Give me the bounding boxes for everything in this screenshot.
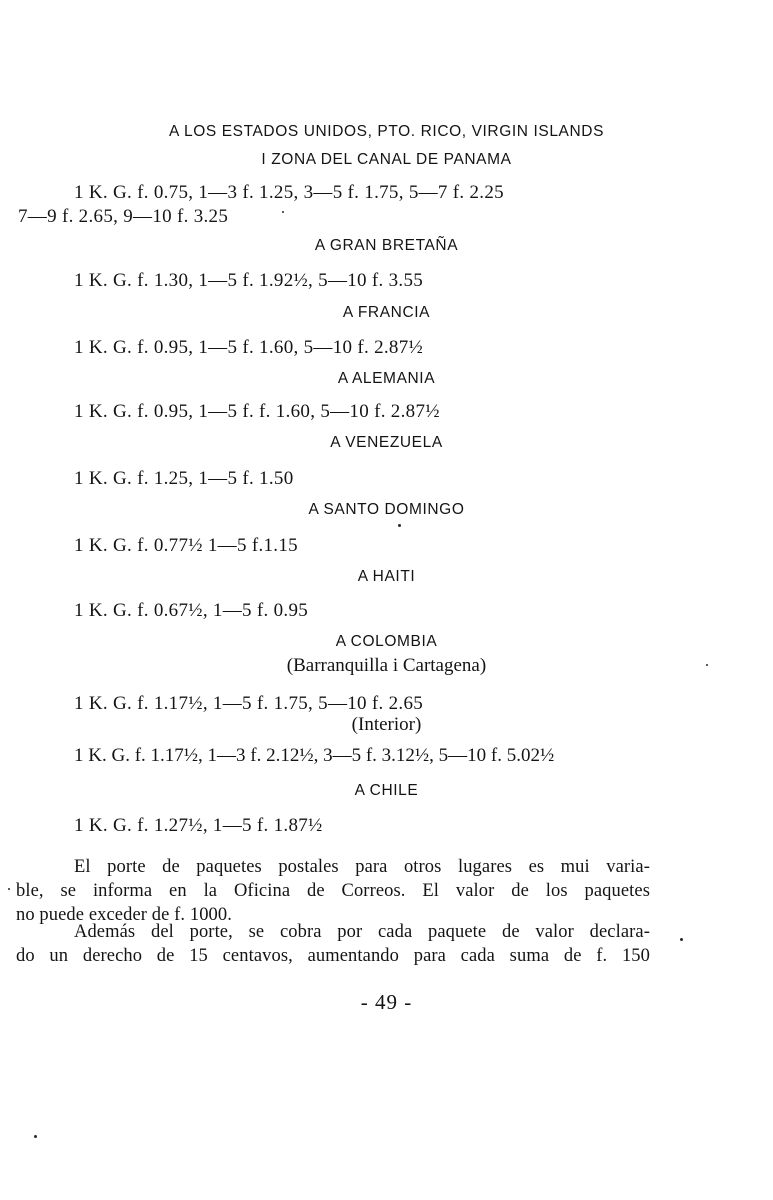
rate-gran-bretana: 1 K. G. f. 1.30, 1—5 f. 1.92½, 5—10 f. 3.55 (74, 270, 424, 291)
heading-haiti: A HAITI (357, 568, 416, 585)
subheading-interior: (Interior) (351, 714, 422, 735)
heading-usa-line1: A LOS ESTADOS UNIDOS, PTO. RICO, VIRGIN ISLANDS (168, 123, 605, 140)
paragraph-1-line3: no puede exceder de f. 1000. (16, 905, 232, 925)
heading-chile: A CHILE (354, 782, 419, 799)
rate-santo-domingo: 1 K. G. f. 0.77½ 1—5 f.1.15 (74, 535, 298, 556)
paragraph-2-line1: Además del porte, se cobra por cada paquete de valor declara- (74, 922, 650, 942)
rate-chile: 1 K. G. f. 1.27½, 1—5 f. 1.87½ (74, 815, 323, 836)
print-speck (34, 1135, 37, 1138)
heading-colombia: A COLOMBIA (335, 633, 438, 650)
paragraph-1-line2: ble, se informa en la Oficina de Correos. El valor de los paquetes (16, 881, 650, 901)
rate-haiti: 1 K. G. f. 0.67½, 1—5 f. 0.95 (74, 600, 309, 621)
heading-usa-line2: I ZONA DEL CANAL DE PANAMA (261, 151, 512, 168)
heading-gran-bretana: A GRAN BRETAÑA (314, 237, 459, 254)
print-speck (706, 664, 708, 666)
print-speck (282, 211, 284, 213)
heading-francia: A FRANCIA (342, 304, 431, 321)
heading-alemania: A ALEMANIA (337, 370, 436, 387)
rate-usa-line1: 1 K. G. f. 0.75, 1—3 f. 1.25, 3—5 f. 1.75, 5—7 f. 2.25 (74, 182, 504, 203)
heading-santo-domingo: A SANTO DOMINGO (308, 501, 465, 518)
page-number: - 49 - (360, 990, 413, 1014)
print-speck (680, 938, 683, 941)
rate-venezuela: 1 K. G. f. 1.25, 1—5 f. 1.50 (74, 468, 294, 489)
paragraph-2-line2: do un derecho de 15 centavos, aumentando para cada suma de f. 150 (16, 946, 650, 966)
rate-colombia-barranquilla: 1 K. G. f. 1.17½, 1—5 f. 1.75, 5—10 f. 2.65 (74, 693, 424, 714)
print-speck (398, 524, 401, 527)
subheading-barranquilla: (Barranquilla i Cartagena) (286, 655, 487, 676)
print-speck (8, 888, 10, 890)
heading-venezuela: A VENEZUELA (330, 434, 443, 451)
rate-francia: 1 K. G. f. 0.95, 1—5 f. 1.60, 5—10 f. 2.87½ (74, 337, 424, 358)
rate-usa-line2: 7—9 f. 2.65, 9—10 f. 3.25 (18, 206, 229, 227)
rate-alemania: 1 K. G. f. 0.95, 1—5 f. f. 1.60, 5—10 f. 2.87½ (74, 401, 440, 422)
paragraph-1-line1: El porte de paquetes postales para otros lugares es mui varia- (74, 857, 650, 877)
rate-colombia-interior: 1 K. G. f. 1.17½, 1—3 f. 2.12½, 3—5 f. 3.12½, 5—10 f. 5.02½ (74, 745, 555, 766)
